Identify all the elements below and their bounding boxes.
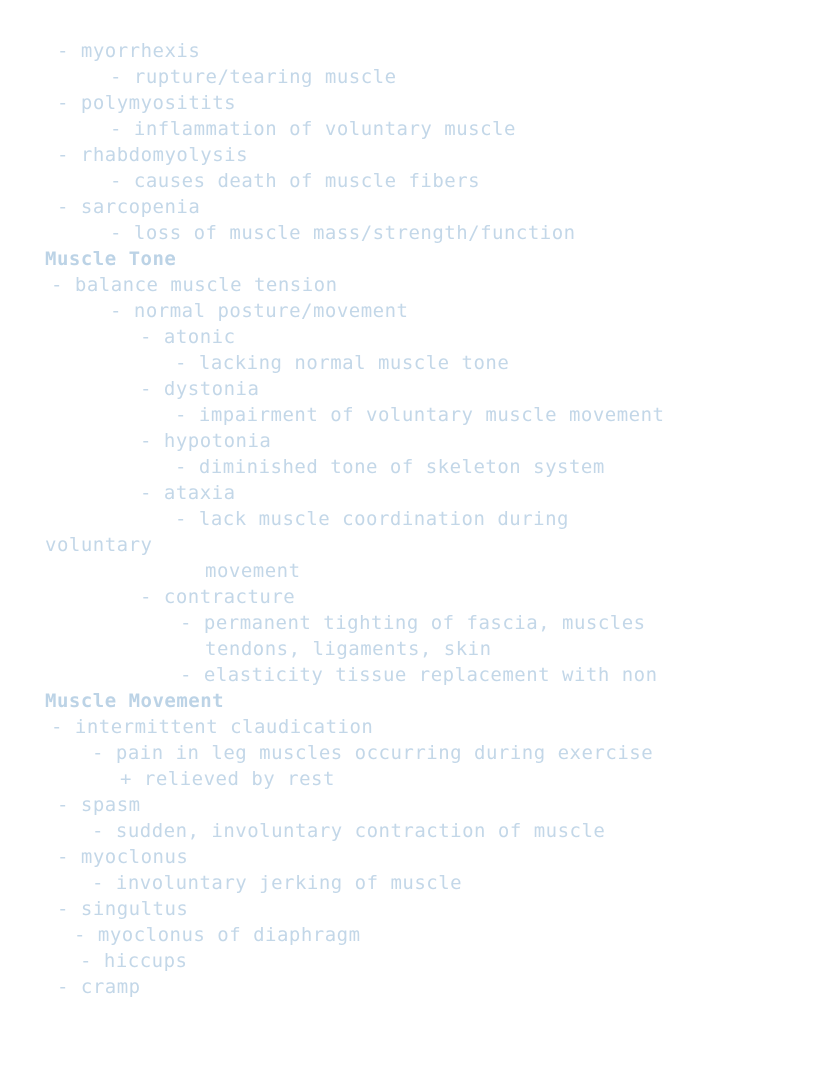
text-line: - rupture/tearing muscle — [110, 66, 397, 88]
text-line: - impairment of voluntary muscle movement — [175, 404, 665, 426]
text-line: - loss of muscle mass/strength/function — [110, 222, 576, 244]
text-line: + relieved by rest — [120, 768, 335, 790]
text-line: movement — [205, 560, 301, 582]
text-line: - lacking normal muscle tone — [175, 352, 510, 374]
text-line: - atonic — [140, 326, 236, 348]
text-line: - cramp — [57, 976, 141, 998]
text-line: - permanent tighting of fascia, muscles — [180, 612, 646, 634]
text-line: - spasm — [57, 794, 141, 816]
text-line: - pain in leg muscles occurring during exercise — [92, 742, 654, 764]
text-line: - singultus — [57, 898, 189, 920]
text-line: - polymyositits — [57, 92, 237, 114]
text-line: - intermittent claudication — [51, 716, 374, 738]
text-line: - hypotonia — [140, 430, 272, 452]
text-line: - ataxia — [140, 482, 236, 504]
text-line: - sarcopenia — [57, 196, 201, 218]
text-line: - contracture — [140, 586, 296, 608]
section-heading: Muscle Movement — [45, 690, 225, 712]
text-line: - diminished tone of skeleton system — [175, 456, 605, 478]
text-line: - causes death of muscle fibers — [110, 170, 481, 192]
text-line: - myorrhexis — [57, 40, 201, 62]
text-line: - sudden, involuntary contraction of muscle — [92, 820, 606, 842]
text-line: tendons, ligaments, skin — [205, 638, 492, 660]
text-line: - lack muscle coordination during — [175, 508, 569, 530]
text-line: - dystonia — [140, 378, 260, 400]
text-line: - myoclonus of diaphragm — [74, 924, 361, 946]
text-line: - balance muscle tension — [51, 274, 338, 296]
text-line: - normal posture/movement — [110, 300, 409, 322]
text-line: - elasticity tissue replacement with non — [180, 664, 658, 686]
text-line: - myoclonus — [57, 846, 189, 868]
text-line: - inflammation of voluntary muscle — [110, 118, 516, 140]
text-line: - rhabdomyolysis — [57, 144, 249, 166]
text-line: - involuntary jerking of muscle — [92, 872, 463, 894]
text-line: - hiccups — [80, 950, 188, 972]
text-line: voluntary — [45, 534, 153, 556]
section-heading: Muscle Tone — [45, 248, 177, 270]
